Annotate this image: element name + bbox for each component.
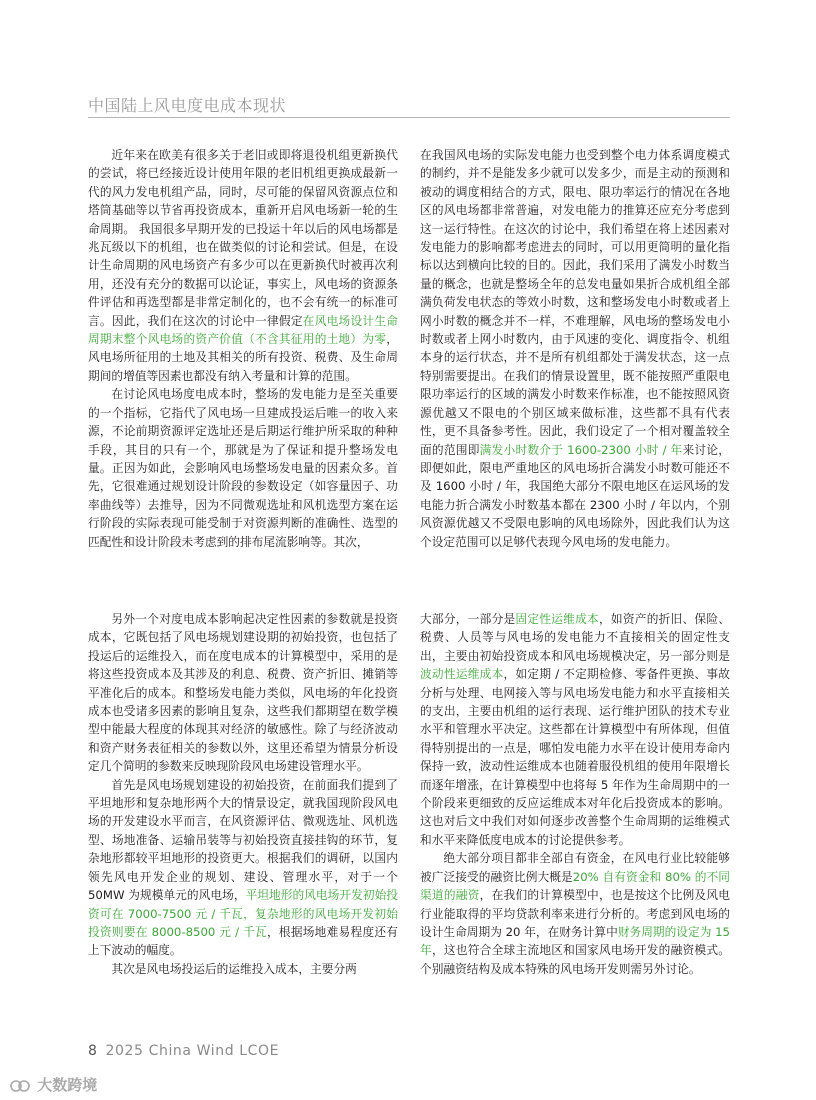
- highlight-text: 20% 自有资金和 80% 的不同渠道的融资: [420, 869, 730, 903]
- column-top-left: [88, 146, 398, 551]
- running-header-title: 中国陆上风电度电成本现状: [88, 96, 287, 115]
- highlight-text: 波动性运维成本: [420, 667, 504, 682]
- paragraph: 另外一个对度电成本影响起决定性因素的参数就是投资成本，它既包括了风电场规划建设期的初始投资，也包括了投运后的运维投入，而在度电成本的计算模型中，采用的是将这些投资成本及其涉及的利息、税费、资产折旧、摊销等平准化后的成本。和整场发电能力类似，风电场的年化投资成本也受诸多因素的影响且复杂，这些我们都期望在数学模型中能最大程度的体现其对经济的敏感性。除了与经济波动和资产财务表征相关的参数以外，这里还希望为情景分析设定几个简明的参数来反映现阶段风电场建设管理水平。: [88, 612, 398, 774]
- highlight-text: 财务周期的设定为 15 年: [420, 924, 730, 958]
- watermark-text: 大数跨境: [37, 1076, 98, 1094]
- paragraph: 在我国风电场的实际发电能力也受到整个电力体系调度模式的制约，并不是能发多少就可以发多少，而是主动的预测和被动的调度相结合的方式，限电、限功率运行的情况在各地区的风电场都非常普遍，对发电能力的推算还应充分考虑到这一运行特性。在这次的讨论中，我们希望在将上述因素对发电能力的影响都考虑进去的同时，可以用更简明的量化指标以达到横向比较的目的。因此，我们采用了满发小时数当量的概念，也就是整场全年的总发电量如果折合成机组全部满负荷发电状态的等效小时数，这和整场发电小时数或者上网小时数的概念并不一样，不难理解，风电场的整场发电小时数或者上网小时数内，由于风速的变化、调度指令、机组本身的运行状态，并不是所有机组都处于满发状态，这一点特别需要提出。在我们的情景设置里，既不能按照严重限电限功率运行的区域的满发小时数来作标准，也不能按照风资源优越又不限电的个别区域来做标准，这些都不具有代表性，更不具备参考性。因此，我们设定了一个相对覆盖较全面的范围即满发小时数介于 1600-2300 小时 / 年来讨论，即便如此，限电严重地区的风电场折合满发小时数可能还不及 1600 小时 / 年，我国绝大部分不限电地区在运风场的发电能力折合满发小时数基本都在 2300 小时 / 年以内，个别风资源优越又不受限电影响的风电场除外，因此我们认为这个设定范围可以足够代表现今风电场的发电能力。: [420, 148, 730, 549]
- paragraph: 其次是风电场投运后的运维投入成本，主要分两: [111, 961, 357, 976]
- watermark-logo-icon: [10, 1079, 32, 1093]
- paragraph: 在讨论风电场度电成本时，整场的发电能力是至关重要的一个指标，它指代了风电场一旦建成投运后唯一的收入来源，不论前期资源评定选址还是后期运行维护所采取的种种手段，其目的只有一个，那就是为了保证和提升整场发电量。正因为如此，会影响风电场整场发电量的因素众多。首先，它很难通过规划设计阶段的参数设定（如容量因子、功率曲线等）去推导，因为不同微观选址和风机选型方案在运行阶段的实际表现可能受制于对资源判断的准确性、选型的匹配性和设计阶段未考虑到的排布尾流影响等。其次，: [88, 387, 398, 549]
- paragraph: 首先是风电场规划建设的初始投资，在前面我们提到了平坦地形和复杂地形两个大的情景设定，就我国现阶段风电场的开发建设水平而言，在风资源评估、微观选址、风机选型、场地准备、运输吊装等与初始投资直接挂钩的环节，复杂地形都较平坦地形的投资更大。根据我们的调研，以国内领先风电开发企业的规划、建设、管理水平，对于一个 50MW 为规模单元的风电场，平坦地形的风电场开发初始投资可在 7000-7500 元 / 千瓦，复杂地形的风电场开发初始投资则要在 8000-8500 元 / 千瓦，根据场地难易程度还有上下波动的幅度。: [88, 777, 398, 958]
- header-divider: [88, 117, 730, 118]
- paragraph: 大部分，一部分是固定性运维成本，如资产的折旧、保险、税费、人员等与风电场的发电能力不直接相关的固定性支出，主要由初始投资成本和风电场规模决定，另一部分则是波动性运维成本，如定期 / 不定期检修、零备件更换、事故分析与处理、电网接入等与风电场发电能力和水平直接相关的支出，主要由机组的运行表现、运行维护团队的技术专业水平和管理水平决定。这些都在计算模型中有所体现，但值得特别提出的一点是，哪怕发电能力水平在设计使用寿命内保持一致，波动性运维成本也随着服役机组的使用年限增长而逐年增涨，在计算模型中也将每 5 年作为生命周期中的一个阶段来更细致的反应运维成本对年化后投资成本的影响。这也对后文中我们对如何逐步改善整个生命周期的运维模式和水平来降低度电成本的讨论提供参考。: [420, 612, 730, 847]
- highlight-text: 平坦地形的风电场开发初始投资可在 7000-7500 元 / 千瓦，复杂地形的风电场开发初始投资则要在 8000-8500 元 / 千瓦: [88, 888, 398, 939]
- highlight-text: 在风电场设计生命周期末整个风电场的资产价值（不含其征用的土地）为零: [88, 313, 398, 347]
- highlight-text: 满发小时数介于 1600-2300 小时 / 年: [479, 442, 683, 457]
- page-footer: [88, 1043, 279, 1059]
- column-bottom-left: [88, 610, 398, 978]
- column-bottom-right: [420, 610, 730, 978]
- page-number: 8: [88, 1043, 98, 1059]
- highlight-text: 固定性运维成本: [515, 612, 599, 626]
- footer-text: 2025 China Wind LCOE: [105, 1043, 280, 1059]
- paragraph: 近年来在欧美有很多关于老旧或即将退役机组更新换代的尝试，将已经接近设计使用年限的老旧机组更换成最新一代的风力发电机组产品，同时，尽可能的保留风资源点位和塔筒基础等以节省再投资成本，重新开启风电场新一轮的生命周期。 我国很多早期开发的已投运十年以后的风电场都是兆瓦级以下的机组，也在做类似的讨论和尝试。但是，在设计生命周期的风电场资产有多少可以在更新换代时被再次利用，还没有充分的数据可以论证，事实上，风电场的资源条件评估和再选型都是非常定制化的，也不会有统一的标准可言。因此，我们在这次的讨论中一律假定在风电场设计生命周期末整个风电场的资产价值（不含其征用的土地）为零，风电场所征用的土地及其相关的所有投资、税费、及生命周期间的增值等因素也都没有纳入考量和计算的范围。: [88, 148, 398, 383]
- paragraph: 绝大部分项目都非全部自有资金，在风电行业比较能够被广泛接受的融资比例大概是20% 自有资金和 80% 的不同渠道的融资，在我们的计算模型中，也是按这个比例及风电行业能取得的平均贷款利率来进行分析的。考虑到风电场的设计生命周期为 20 年，在财务计算中财务周期的设定为 15 年，这也符合全球主流地区和国家风电场开发的融资模式。个别融资结构及成本特殊的风电场开发则需另外讨论。: [420, 851, 730, 976]
- watermark: [10, 1074, 97, 1095]
- column-top-right: [420, 146, 730, 551]
